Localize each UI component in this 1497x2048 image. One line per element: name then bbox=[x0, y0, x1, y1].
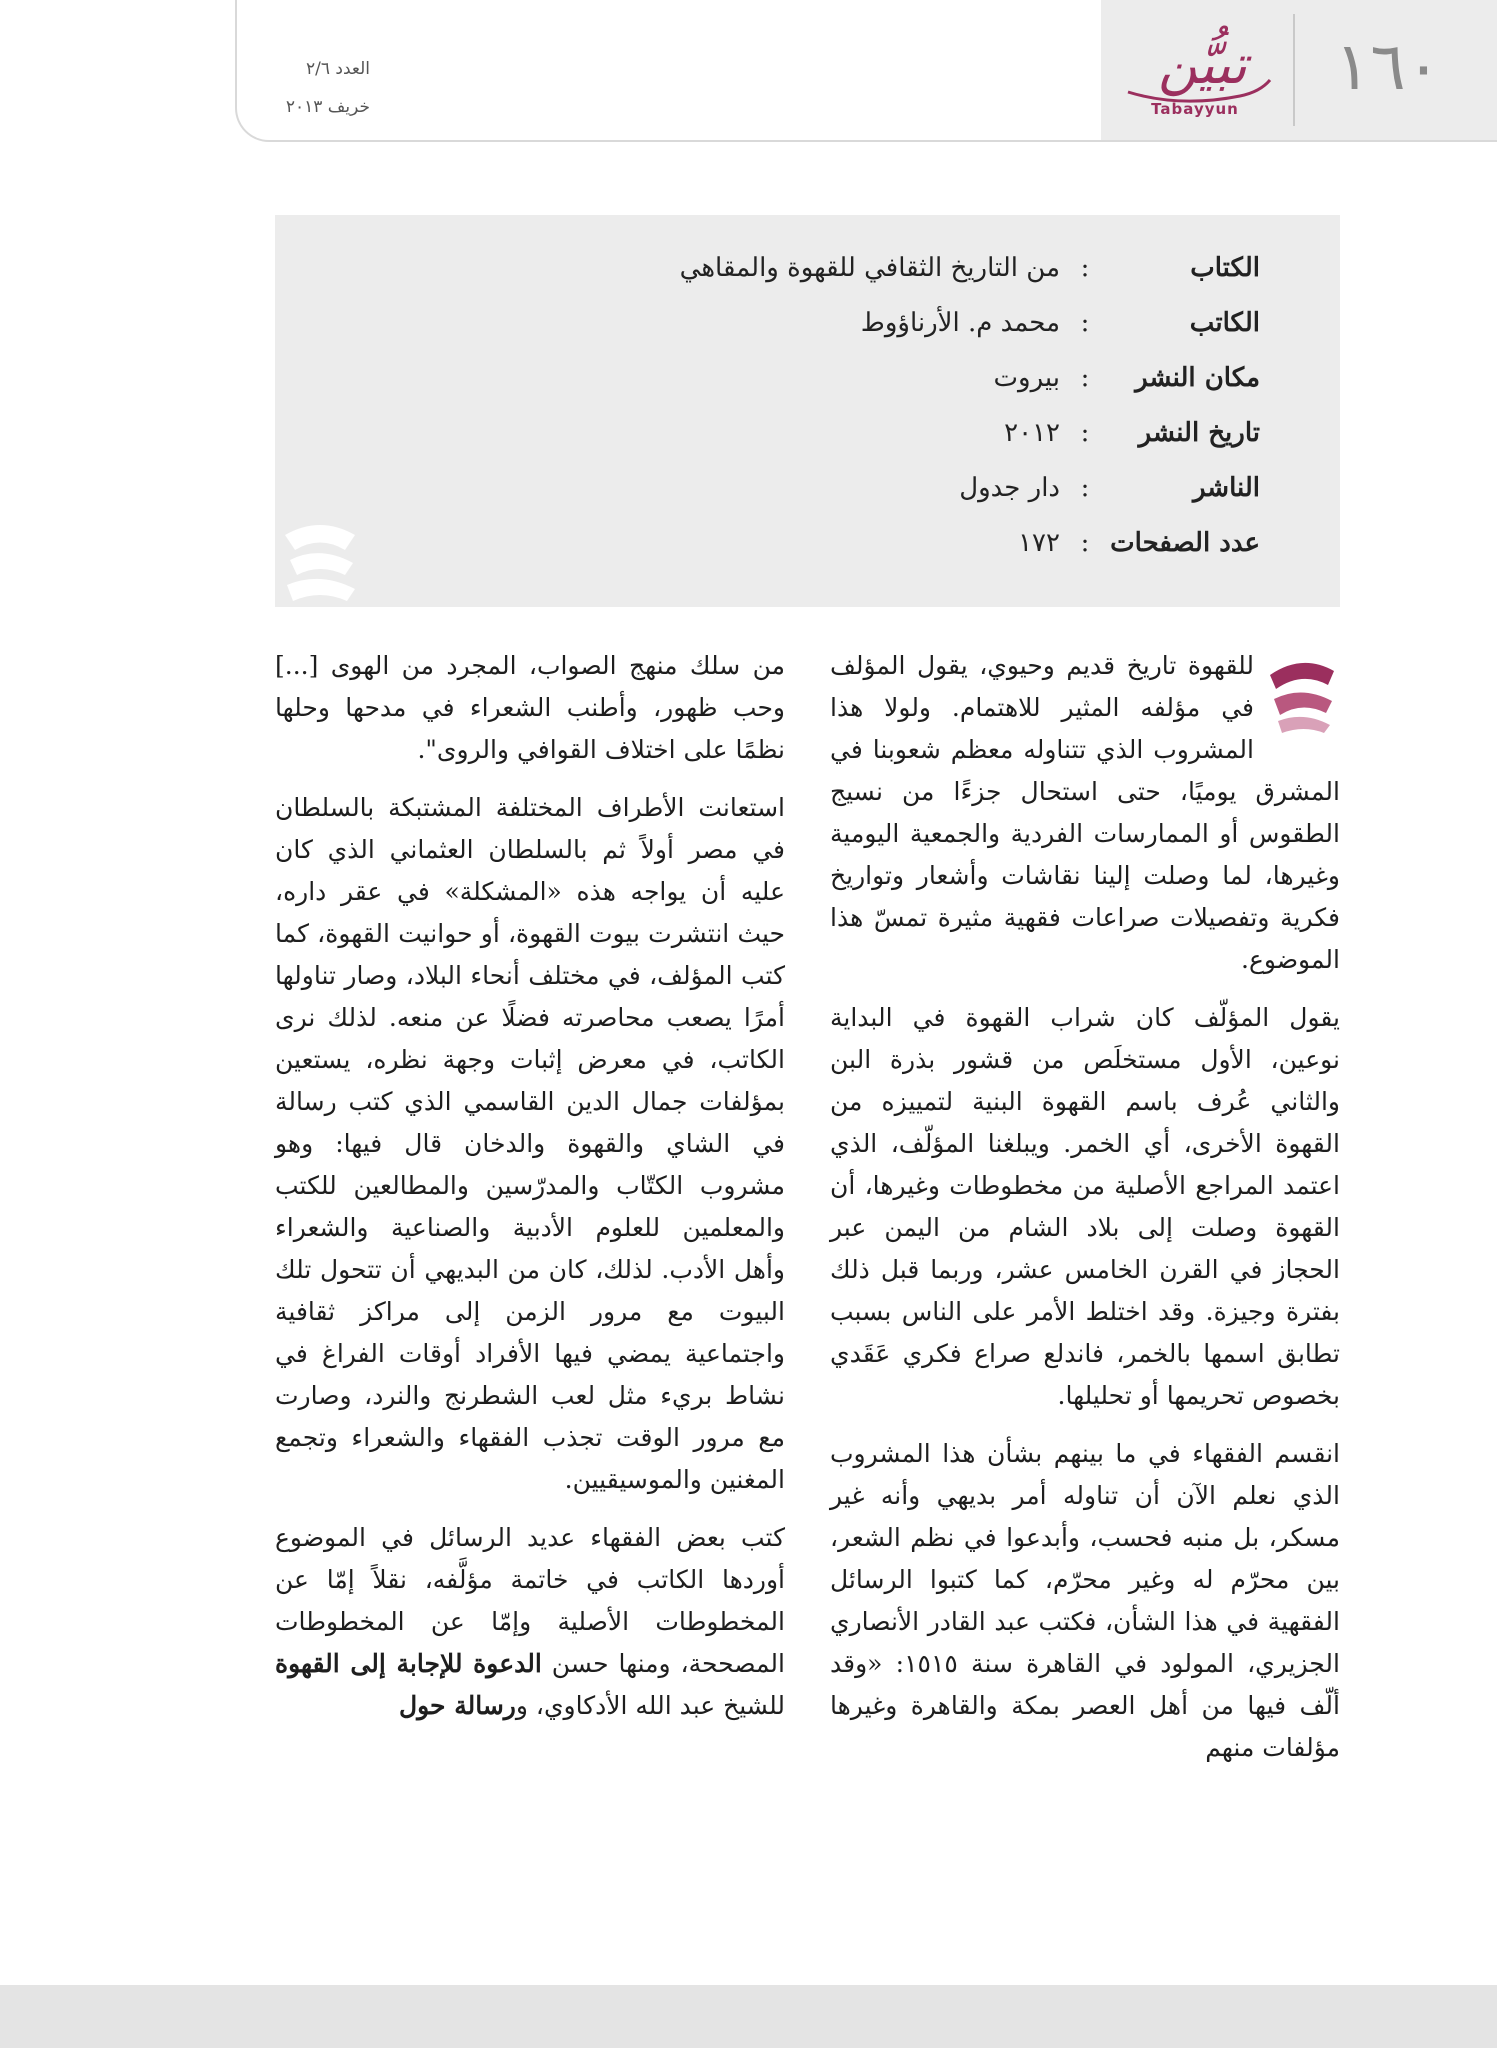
watermark-logo-icon bbox=[275, 505, 365, 605]
paragraph bbox=[830, 645, 1340, 981]
paragraph-text: كتب بعض الفقهاء عديد الرسائل في الموضوع أوردها الكاتب في خاتمة مؤلَّفه، نقلاً إمّا عن المخطوطات الأصلية وإمّا عن المخطوطات المصححة، ومنها حسن bbox=[275, 1523, 785, 1678]
info-row-publisher bbox=[560, 463, 1260, 513]
paragraph-text: للقهوة تاريخ قديم وحيوي، يقول المؤلف في مؤلفه المثير للاهتمام. ولولا هذا المشروب الذي تتناوله معظم شعوبنا في المشرق يوميًا، حتى استحال جزءًا من نسيج الطقوس أو الممارسات الفردية والجمعية اليومية وغيرها، لما وصلت إلينا نقاشات وأشعار وتواريخ فكرية وتفصيلات صراعات فقهية مثيرة تمسّ هذا الموضوع. bbox=[830, 651, 1340, 974]
journal-logo bbox=[1120, 30, 1285, 125]
info-row-date bbox=[560, 408, 1260, 458]
info-colon: : bbox=[1080, 473, 1090, 503]
info-colon: : bbox=[1080, 528, 1090, 558]
book-title-bold: الدعوة للإجابة إلى القهوة bbox=[275, 1649, 542, 1678]
tabayyun-mark-icon bbox=[1264, 645, 1340, 733]
page-footer bbox=[0, 1985, 1497, 2048]
info-colon: : bbox=[1080, 363, 1090, 393]
paragraph: استعانت الأطراف المختلفة المشتبكة بالسلطان في مصر أولاً ثم بالسلطان العثماني الذي كان عليه أن يواجه هذه «المشكلة» في عقر داره، حيث انتشرت بيوت القهوة، أو حوانيت القهوة، كما كتب المؤلف، في مختلف أنحاء البلاد، وصار تناولها أمرًا يصعب محاصرته فضلًا عن منعه. لذلك نرى الكاتب، في معرض إثبات وجهة نظره، يستعين بمؤلفات جمال الدين القاسمي الذي كتب رسالة في الشاي والقهوة والدخان قال فيها: وهو مشروب الكتّاب والمدرّسين والمطالعين للكتب والمعلمين للعلوم الأدبية والصناعية والشعراء وأهل الأدب. لذلك، كان من البديهي أن تتحول تلك البيوت مع مرور الزمن إلى مراكز ثقافية واجتماعية يمضي فيها الأفراد أوقات الفراغ في نشاط بريء مثل لعب الشطرنج والنرد، وصارت مع مرور الوقت تجذب الفقهاء والشعراء وتجمع المغنين والموسيقيين. bbox=[275, 793, 785, 1494]
info-label: الكاتب bbox=[1189, 308, 1260, 338]
paragraph: يقول المؤلّف كان شراب القهوة في البداية نوعين، الأول مستخلَص من قشور بذرة البن والثاني عُرف باسم القهوة البنية لتمييزه من القهوة الأخرى، أي الخمر. ويبلغنا المؤلّف، الذي اعتمد المراجع الأصلية من مخطوطات وغيرها، أن القهوة وصلت إلى بلاد الشام من اليمن عبر الحجاز في القرن الخامس عشر، وربما قبل ذلك بفترة وجيزة. وقد اختلط الأمر على الناس بسبب تطابق اسمها بالخمر، فاندلع صراع فكري عَقَدي بخصوص تحريمها أو تحليلها. bbox=[830, 1003, 1340, 1410]
info-label: تاريخ النشر bbox=[1138, 418, 1260, 448]
info-value: بيروت bbox=[993, 363, 1060, 393]
book-info-box bbox=[275, 215, 1340, 607]
paragraph-text: للشيخ عبد الله الأدكاوي، و bbox=[515, 1691, 785, 1720]
info-value: ٢٠١٢ bbox=[1004, 418, 1060, 448]
page-number: ١٦٠ bbox=[1334, 28, 1442, 105]
info-value: ١٧٢ bbox=[1018, 528, 1060, 558]
header-divider bbox=[1293, 14, 1295, 126]
info-label: الكتاب bbox=[1190, 253, 1260, 283]
logo-latin-text: Tabayyun bbox=[1151, 100, 1239, 118]
paragraph: من سلك منهج الصواب، المجرد من الهوى [...] وحب ظهور، وأطنب الشعراء في مدحها وحلها نظمًا على اختلاف القوافي والروى". bbox=[275, 651, 785, 764]
book-title-bold: رسالة حول bbox=[398, 1691, 516, 1720]
info-row-title bbox=[560, 243, 1260, 293]
info-colon: : bbox=[1080, 253, 1090, 283]
info-value: محمد م. الأرناؤوط bbox=[860, 308, 1060, 338]
info-value: دار جدول bbox=[959, 473, 1060, 503]
info-colon: : bbox=[1080, 308, 1090, 338]
info-value: من التاريخ الثقافي للقهوة والمقاهي bbox=[679, 253, 1060, 283]
info-row-place bbox=[560, 353, 1260, 403]
info-label: عدد الصفحات bbox=[1110, 528, 1260, 558]
info-row-author bbox=[560, 298, 1260, 348]
paragraph: انقسم الفقهاء في ما بينهم بشأن هذا المشروب الذي نعلم الآن أن تناوله أمر بديهي وأنه غير مسكر، بل منبه فحسب، وأبدعوا في نظم الشعر، بين محرّم له وغير محرّم، كما كتبوا الرسائل الفقهية في هذا الشأن، فكتب عبد القادر الأنصاري الجزيري، المولود في القاهرة سنة ١٥١٥: «وقد ألّف فيها من أهل العصر بمكة والقاهرة وغيرها مؤلفات منهم bbox=[830, 1439, 1340, 1762]
info-colon: : bbox=[1080, 418, 1090, 448]
info-row-pages bbox=[560, 518, 1260, 568]
issue-season: خريف ٢٠١٣ bbox=[285, 97, 370, 117]
info-label: مكان النشر bbox=[1135, 363, 1260, 393]
info-label: الناشر bbox=[1192, 473, 1260, 503]
issue-number: العدد ٢/٦ bbox=[305, 59, 370, 79]
article-column-right bbox=[830, 645, 1340, 1785]
issue-info bbox=[270, 50, 370, 126]
article-column-left bbox=[275, 645, 785, 1743]
paragraph bbox=[275, 1517, 785, 1727]
logo-arabic-text: تبيُّن bbox=[1158, 33, 1247, 96]
